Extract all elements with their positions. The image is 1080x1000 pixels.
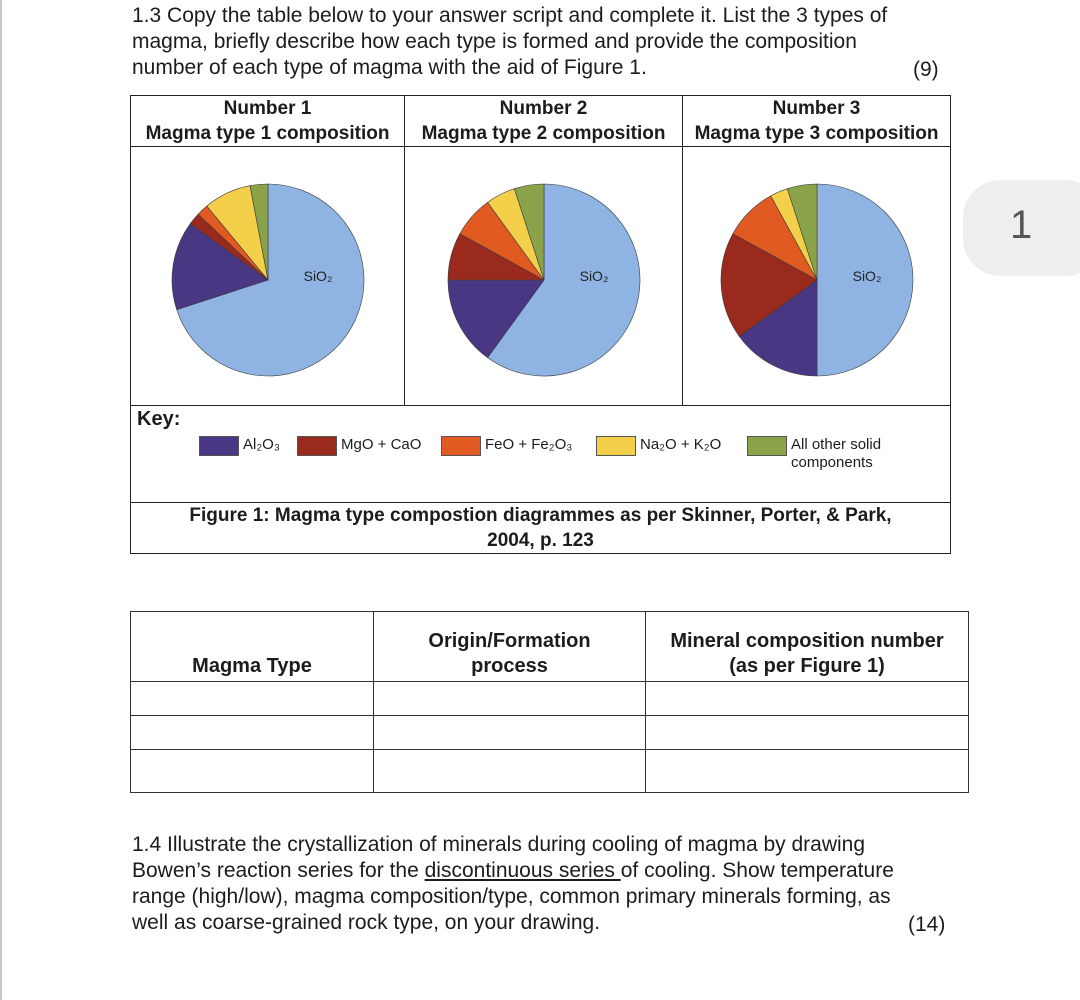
answer-cell[interactable] — [131, 716, 374, 750]
pie-chart-magma-type-2 — [444, 180, 644, 380]
question-1-3-marks: (9) — [913, 58, 939, 81]
pie-chart-magma-type-3 — [717, 180, 917, 380]
question-text: Bowen’s reaction series for the — [132, 859, 425, 882]
question-1-4 — [132, 832, 952, 936]
key-swatch — [747, 436, 787, 456]
answer-header-magma-type — [131, 612, 374, 682]
key-swatch — [297, 436, 337, 456]
page-left-edge — [0, 0, 2, 1000]
answer-header-text: Mineral composition number — [670, 630, 944, 652]
column-number: Number 3 — [772, 98, 861, 119]
key-item-other-solids — [747, 436, 881, 472]
figure-1-table — [130, 95, 951, 554]
underlined-term: discontinuous series — [424, 859, 621, 882]
column-title: Magma type 2 composition — [421, 123, 666, 144]
column-header-1 — [131, 96, 405, 147]
answer-header-mineral-number — [646, 612, 969, 682]
column-number: Number 2 — [499, 98, 588, 119]
answer-header-text: (as per Figure 1) — [729, 655, 885, 677]
pie-cell-3 — [683, 147, 951, 406]
answer-cell[interactable] — [374, 682, 646, 716]
answer-table — [130, 611, 969, 793]
question-1-4-line — [132, 858, 952, 884]
key-label: Key: — [137, 408, 181, 430]
question-1-3 — [132, 3, 932, 81]
key-text: Al₂O₃ — [243, 436, 280, 453]
question-1-3-line: number of each type of magma with the aid of Figure 1. — [132, 56, 647, 79]
key-item-al2o3 — [199, 436, 280, 456]
figure-key — [131, 406, 951, 503]
answer-cell[interactable] — [646, 750, 969, 793]
column-title: Magma type 3 composition — [694, 123, 939, 144]
table-row — [131, 750, 969, 793]
key-item-feo-fe2o3 — [441, 436, 572, 456]
question-1-4-line: well as coarse-grained rock type, on your drawing. — [132, 911, 601, 934]
answer-cell[interactable] — [374, 750, 646, 793]
answer-cell[interactable] — [374, 716, 646, 750]
column-title: Magma type 1 composition — [145, 123, 390, 144]
key-text: FeO + Fe₂O₃ — [485, 436, 573, 453]
pie-sio2-label: SiO₂ — [579, 268, 608, 284]
figure-caption-line: Figure 1: Magma type compostion diagrammes as per Skinner, Porter, & Park, — [189, 505, 892, 526]
pie-cell-2 — [405, 147, 683, 406]
column-number: Number 1 — [223, 98, 312, 119]
page-number: 1 — [1010, 203, 1033, 247]
key-swatch — [441, 436, 481, 456]
figure-caption-line: 2004, p. 123 — [487, 530, 594, 551]
answer-header-text: process — [471, 655, 548, 677]
question-1-4-marks: (14) — [908, 913, 946, 936]
question-1-3-line: magma, briefly describe how each type is formed and provide the composition — [132, 30, 857, 53]
key-item-na2o-k2o — [596, 436, 721, 456]
table-row — [131, 682, 969, 716]
pie-cell-1 — [131, 147, 405, 406]
column-header-2 — [405, 96, 683, 147]
key-item-mgo-cao — [297, 436, 421, 456]
key-swatch — [199, 436, 239, 456]
pie-sio2-label: SiO₂ — [303, 268, 332, 284]
answer-header-text: Magma Type — [192, 655, 312, 677]
answer-cell[interactable] — [131, 682, 374, 716]
question-1-4-line: 1.4 Illustrate the crystallization of minerals during cooling of magma by drawing — [132, 833, 866, 856]
answer-cell[interactable] — [131, 750, 374, 793]
figure-caption — [131, 503, 951, 554]
question-1-3-line: 1.3 Copy the table below to your answer script and complete it. List the 3 types of — [132, 4, 888, 27]
answer-header-text: Origin/Formation — [428, 630, 591, 652]
key-text: All other solid components — [791, 436, 882, 471]
column-header-3 — [683, 96, 951, 147]
answer-header-origin — [374, 612, 646, 682]
answer-cell[interactable] — [646, 682, 969, 716]
pie-chart-magma-type-1 — [168, 180, 368, 380]
key-text: MgO + CaO — [341, 436, 422, 453]
question-1-4-line: range (high/low), magma composition/type, common primary minerals forming, as — [132, 885, 891, 908]
question-text: of cooling. Show temperature — [620, 859, 894, 882]
table-row — [131, 716, 969, 750]
key-text: Na₂O + K₂O — [640, 436, 722, 453]
pie-sio2-label: SiO₂ — [852, 268, 881, 284]
key-swatch — [596, 436, 636, 456]
answer-cell[interactable] — [646, 716, 969, 750]
